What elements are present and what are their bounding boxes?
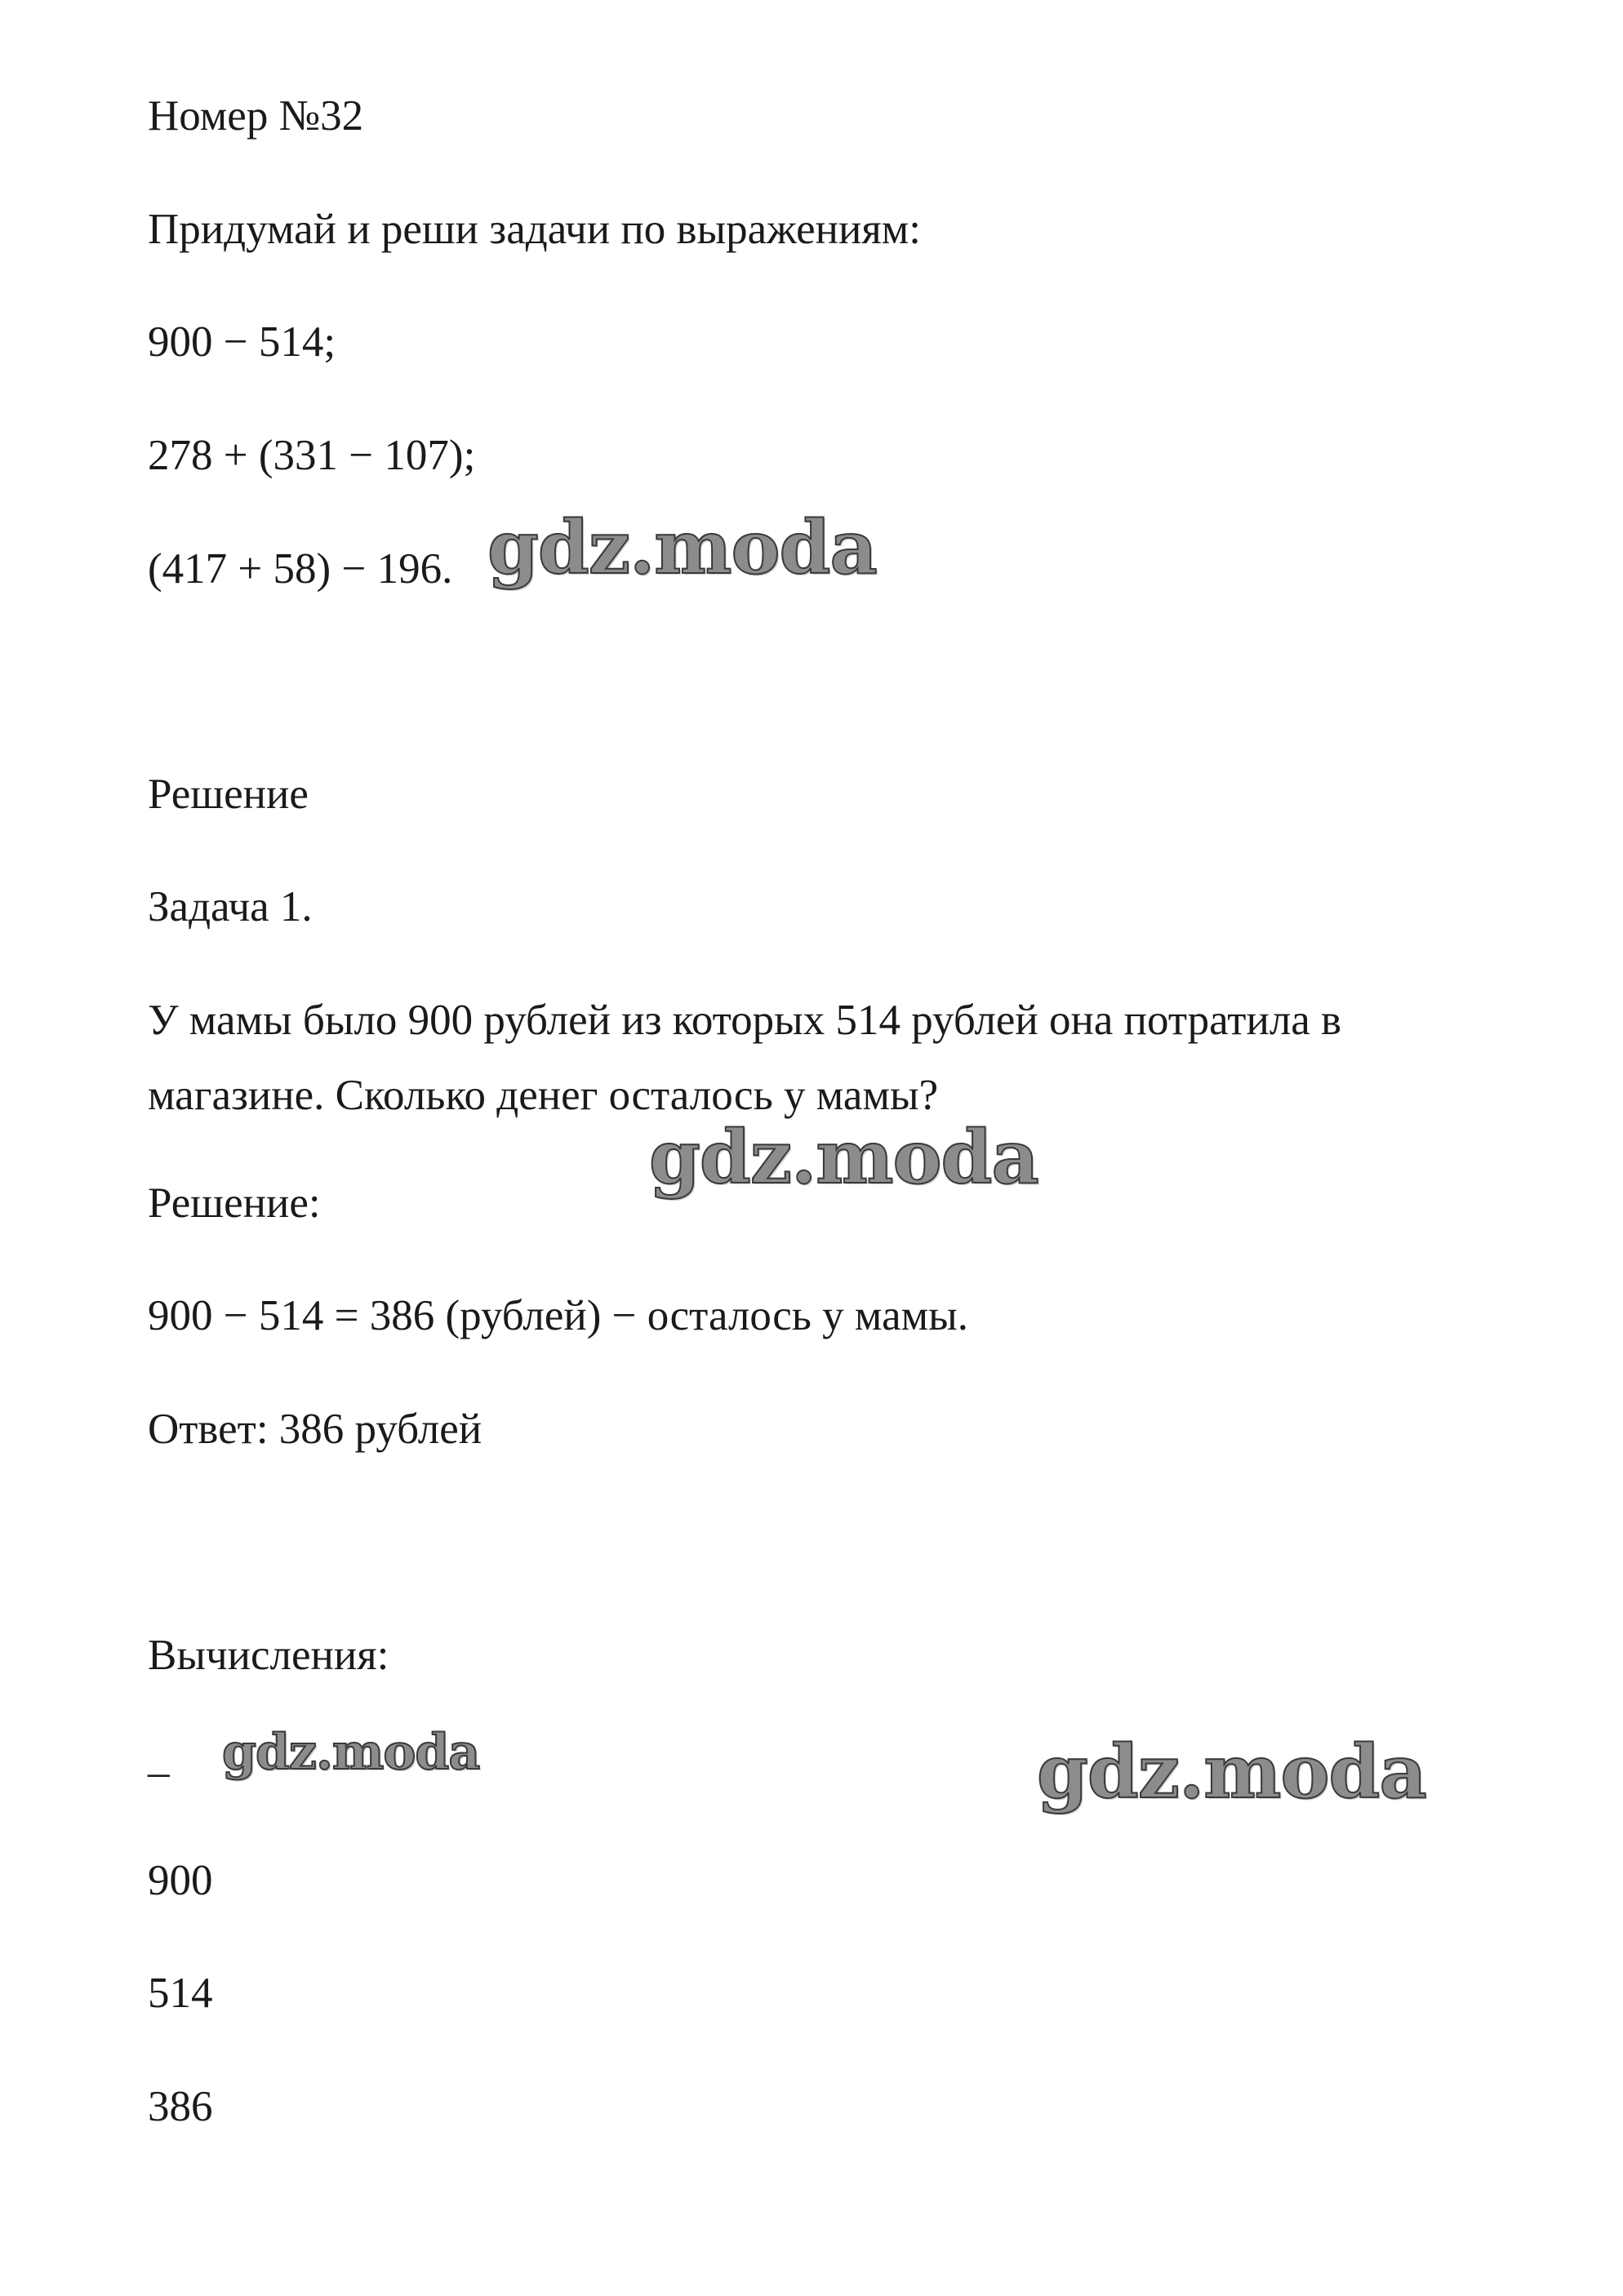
- problem-1-text: У мамы было 900 рублей из которых 514 рублей она потратила в магазине. Сколько денег осталось у мамы?: [148, 997, 1342, 1119]
- expression-3: (417 + 58) − 196.: [148, 545, 453, 593]
- calc-minuend: 900: [148, 1857, 213, 1904]
- problem-number: Номер №32: [148, 92, 364, 140]
- problem-1-answer: Ответ: 386 рублей: [148, 1406, 482, 1453]
- calculations-label: Вычисления:: [148, 1632, 389, 1679]
- watermark-logo: gdz.moda: [649, 1114, 1038, 1201]
- problem-1-title: Задача 1.: [148, 883, 313, 930]
- watermark-logo: gdz.moda: [1037, 1729, 1426, 1815]
- expression-1: 900 − 514;: [148, 318, 336, 366]
- calc-difference: 386: [148, 2083, 213, 2130]
- problem-1-equation: 900 − 514 = 386 (рублей) − осталось у мамы.: [148, 1292, 969, 1339]
- watermark-logo: gdz.moda: [487, 504, 877, 591]
- watermark-logo: gdz.moda: [222, 1724, 480, 1781]
- expression-2: 278 + (331 − 107);: [148, 432, 476, 479]
- subtraction-operator: _: [148, 1734, 170, 1781]
- problem-1-solution-label: Решение:: [148, 1179, 321, 1227]
- solution-heading: Решение: [148, 771, 309, 818]
- task-prompt: Придумай и реши задачи по выражениям:: [148, 206, 921, 253]
- calc-subtrahend: 514: [148, 1970, 213, 2017]
